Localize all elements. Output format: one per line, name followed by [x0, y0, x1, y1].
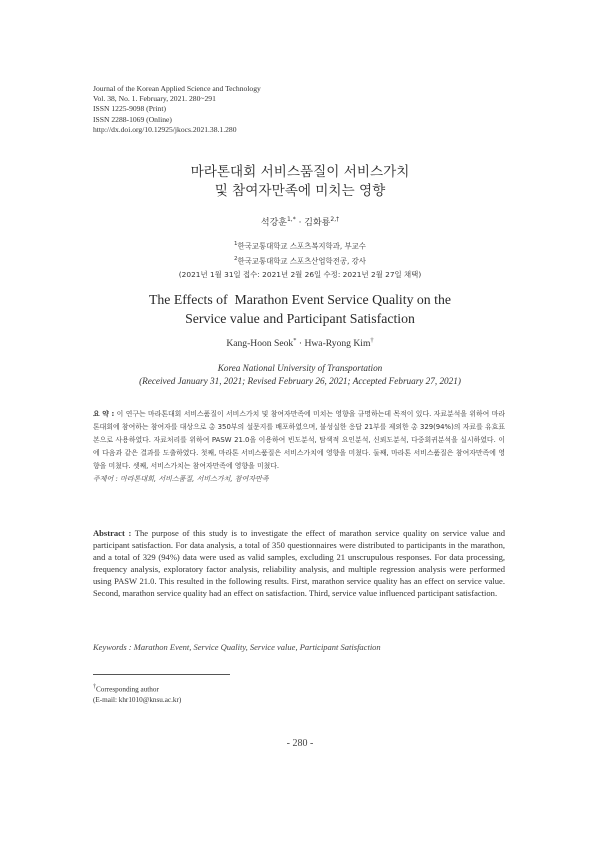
korean-abstract-text: 이 연구는 마라톤대회 서비스품질이 서비스가치 및 참여자만족에 미치는 영향을 규명하는데 목적이 있다. 자료분석을 위하여 마라톤대회에 참여하는 참여자를 대상으로 총 350부의 설문지를 배포하였으며, 불성실한 응답 21부를 제외한 총 329(94%)의 자료를 유효표본으로 사용하였다. 자료처리를 위하여 PASW 21.0을 이용하여 빈도분석, 탐색적 요인분석, 신뢰도분석, 다중회귀분석을 실시하였다. 이에 다음과 같은 결과를 도출하였다. 첫째, 마라톤 서비스품질은 서비스가치에 영향을 미쳤다. 둘째, 마라톤 서비스품질은 참여자만족에 영향을 미쳤다. 셋째, 서비스가치는 참여자만족에 영향을 미쳤다. — [93, 410, 506, 471]
korean-title-line1: 마라톤대회 서비스품질이 서비스가치 — [190, 164, 410, 180]
korean-title — [0, 163, 600, 201]
english-keywords: Keywords : Marathon Event, Service Quality, Service value, Participant Satisfaction — [93, 642, 381, 652]
korean-affiliation-1-sup: 1 — [234, 241, 238, 247]
korean-dates: (2021년 1월 31일 접수: 2021년 2월 26일 수정: 2021년 2월 27일 채택) — [178, 270, 422, 280]
korean-authors — [0, 215, 600, 228]
english-title — [0, 290, 600, 328]
korean-author-2-sup: 2,† — [330, 216, 340, 223]
korean-author-1-sup: 1,* — [286, 216, 296, 223]
footnote-corresponding — [93, 682, 181, 695]
korean-affiliations — [0, 238, 600, 282]
korean-affiliation-2-text: 한국교통대학교 스포츠산업학전공, 강사 — [237, 256, 366, 266]
english-abstract-text: The purpose of this study is to investigate the effect of marathon service quality on service value and participant satisfaction. For data analysis, a total of 350 questionnaires were distributed to participants in the marathon, and a total of 329 (94%) data were used as valid samples, excluding 21 unscrupulous responses. For data processing, frequency analysis, exploratory factor analysis, reliability analysis, and multiple regression analysis were performed using PASW 21.0. This resulted in the following results. First, marathon service quality has an effect on service value. Second, marathon service quality had an effect on satisfaction. Third, service value influenced participant satisfaction. — [93, 528, 505, 599]
issn-print: ISSN 1225-9098 (Print) — [93, 104, 166, 114]
english-author-1: Kang-Hoon Seok — [226, 338, 294, 350]
english-abstract — [93, 527, 505, 600]
issn-online: ISSN 2288-1069 (Online) — [93, 114, 172, 124]
korean-author-2: 김화룡 — [304, 218, 331, 228]
korean-affiliation-2-sup: 2 — [234, 256, 238, 263]
english-authors — [0, 337, 600, 349]
english-author-2-sup: † — [370, 337, 374, 344]
english-abstract-label: Abstract : — [93, 528, 132, 538]
english-author-separator: · — [296, 338, 305, 350]
english-title-line1: The Effects of Marathon Event Service Quality on the — [148, 292, 452, 307]
journal-name: Journal of the Korean Applied Science and Technology — [93, 84, 261, 93]
journal-header — [93, 84, 261, 135]
footnote-divider — [93, 674, 230, 675]
english-author-2: Hwa-Ryong Kim — [304, 338, 371, 350]
korean-affiliation-2 — [0, 253, 600, 268]
footnote-email: (E-mail: khr1010@knsu.ac.kr) — [93, 696, 182, 705]
korean-affiliation-1 — [0, 238, 600, 253]
footnote-mark: † — [93, 684, 96, 690]
korean-title-line2: 및 참여자만족에 미치는 영향 — [214, 183, 386, 199]
korean-abstract-label: 요 약 : — [93, 410, 115, 418]
english-institution: Korea National University of Transportation — [217, 363, 383, 373]
korean-author-1: 석강훈 — [260, 218, 287, 228]
english-author-1-sup: * — [293, 337, 297, 344]
author-separator: · — [295, 218, 305, 228]
english-affiliation — [0, 362, 600, 388]
page-number: - 280 - — [286, 738, 314, 749]
footnote-corresponding-text: Corresponding author — [96, 685, 159, 694]
doi-link[interactable]: http://dx.doi.org/10.12925/jkocs.2021.38.1.280 — [93, 124, 237, 134]
korean-keywords: 주제어 : 마라톤대회, 서비스품질, 서비스가치, 참여자만족 — [93, 475, 269, 483]
korean-affiliation-1-text: 한국교통대학교 스포츠복지학과, 부교수 — [237, 241, 366, 251]
english-dates: (Received January 31, 2021; Revised February 26, 2021; Accepted February 27, 2021) — [139, 376, 461, 386]
footnote — [93, 682, 181, 706]
journal-volume: Vol. 38, No. 1. February, 2021. 280~291 — [93, 94, 216, 104]
korean-abstract — [93, 408, 505, 473]
english-title-line2: Service value and Participant Satisfaction — [185, 311, 415, 326]
